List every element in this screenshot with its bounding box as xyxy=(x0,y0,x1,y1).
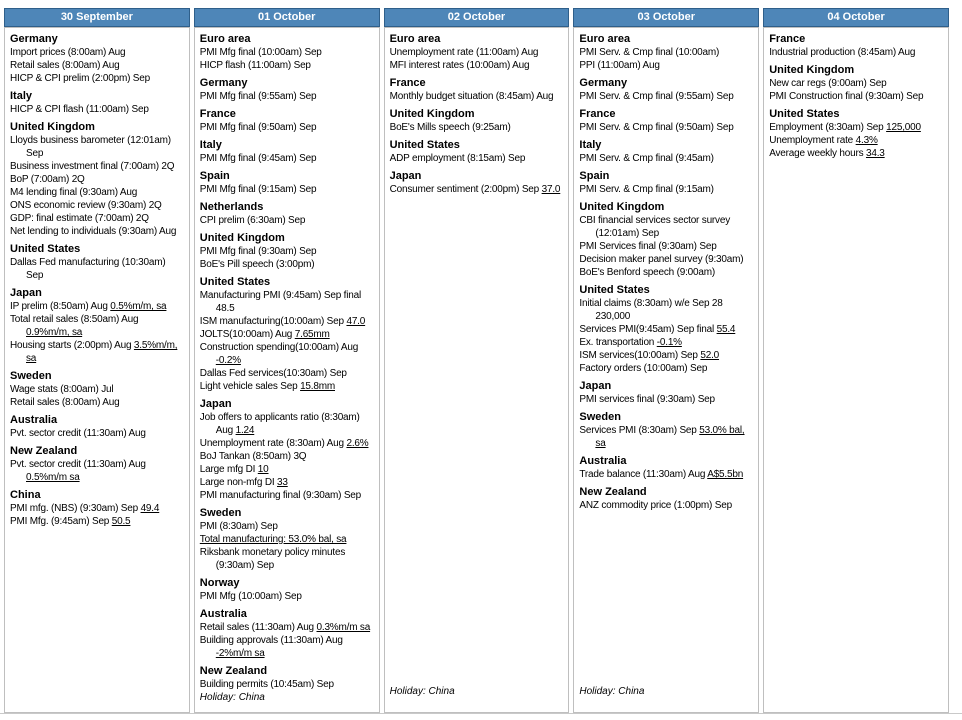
event-item: Large non-mfg DI 33 xyxy=(199,477,288,488)
country-heading: United Kingdom xyxy=(579,201,665,213)
event-item: Trade balance (11:30am) Aug A$5.5bn xyxy=(579,469,744,480)
country-heading: Spain xyxy=(579,170,610,182)
column-body xyxy=(194,27,380,713)
event-item: PMI Mfg final (9:45am) Sep xyxy=(199,153,317,164)
event-value: -0.1% xyxy=(656,337,682,348)
event-item: PMI Construction final (9:30am) Sep xyxy=(769,91,924,102)
holiday-note: Holiday: China xyxy=(579,686,645,697)
event-item: Manufacturing PMI (9:45am) Sep final 48.5 xyxy=(199,290,362,314)
event-item: Employment (8:30am) Sep 125,000 xyxy=(769,122,921,133)
calendar-column xyxy=(384,8,570,713)
country-heading: Sweden xyxy=(579,411,621,423)
event-item: Dallas Fed manufacturing (10:30am) Sep xyxy=(10,257,166,281)
country-heading: Sweden xyxy=(199,507,242,519)
country-heading: Japan xyxy=(10,287,42,299)
country-heading: Australia xyxy=(10,414,58,426)
event-value: 15.8mm xyxy=(300,381,335,392)
event-item xyxy=(200,533,374,546)
country-heading: Sweden xyxy=(10,370,52,382)
event-item: CBI financial services sector survey (12:01am) Sep xyxy=(579,215,731,239)
country-heading: Netherlands xyxy=(199,201,264,213)
column-date-header: 04 October xyxy=(763,8,949,27)
event-item: PMI manufacturing final (9:30am) Sep xyxy=(199,490,362,501)
event-item: Retail sales (8:00am) Aug xyxy=(10,397,120,408)
event-item: PMI Serv. & Cmp final (9:45am) xyxy=(579,153,714,164)
event-value: 1.24 xyxy=(235,425,255,436)
event-item: Construction spending(10:00am) Aug -0.2% xyxy=(199,342,359,366)
event-item: PMI (8:30am) Sep xyxy=(199,521,278,532)
event-value: 47.0 xyxy=(346,316,366,327)
country-heading: Euro area xyxy=(389,33,441,45)
country-heading: Japan xyxy=(579,380,612,392)
event-item: ANZ commodity price (1:00pm) Sep xyxy=(579,500,732,511)
event-item: ISM services(10:00am) Sep 52.0 xyxy=(579,350,720,361)
event-item: PMI Mfg final (10:00am) Sep xyxy=(199,47,322,58)
event-item: Unemployment rate (8:30am) Aug 2.6% xyxy=(199,438,369,449)
country-heading: France xyxy=(389,77,426,89)
country-heading: Germany xyxy=(10,33,58,45)
country-heading: Italy xyxy=(10,90,33,102)
country-heading: United States xyxy=(579,284,650,296)
event-value: 4.3% xyxy=(855,135,878,146)
event-value: A$5.5bn xyxy=(707,469,744,480)
event-value: 7.65mm xyxy=(294,329,330,340)
event-item: PMI services final (9:30am) Sep xyxy=(579,394,715,405)
event-item: MFI interest rates (10:00am) Aug xyxy=(389,60,530,71)
country-heading: Germany xyxy=(199,77,248,89)
event-item: PMI Serv. & Cmp final (9:50am) Sep xyxy=(579,122,734,133)
event-item: PMI Mfg. (9:45am) Sep 50.5 xyxy=(10,516,131,527)
event-item: M4 lending final (9:30am) Aug xyxy=(10,187,138,198)
event-value: 34.3 xyxy=(865,148,885,159)
event-value: 53.0% bal, sa xyxy=(595,425,745,449)
event-item: BoP (7:00am) 2Q xyxy=(10,174,85,185)
event-value: 55.4 xyxy=(716,324,736,335)
calendar-column xyxy=(573,8,759,713)
event-item: Pvt. sector credit (11:30am) Aug xyxy=(10,428,146,439)
event-item: Wage stats (8:00am) Jul xyxy=(10,384,114,395)
calendar-column xyxy=(194,8,380,713)
country-heading: United States xyxy=(389,139,460,151)
event-item: PPI (11:00am) Aug xyxy=(579,60,660,71)
country-heading: France xyxy=(769,33,806,45)
event-item: Unemployment rate 4.3% xyxy=(769,135,878,146)
country-heading: Italy xyxy=(199,139,222,151)
event-item: ADP employment (8:15am) Sep xyxy=(389,153,526,164)
event-item: BoJ Tankan (8:50am) 3Q xyxy=(199,451,307,462)
event-item: PMI Serv. & Cmp final (9:15am) xyxy=(579,184,714,195)
country-heading: France xyxy=(579,108,616,120)
column-date-header: 02 October xyxy=(384,8,570,27)
holiday-note: Holiday: China xyxy=(199,692,265,703)
event-item: Services PMI(9:45am) Sep final 55.4 xyxy=(579,324,736,335)
event-item: PMI Mfg final (9:55am) Sep xyxy=(199,91,317,102)
event-value: 3.5%m/m, sa xyxy=(26,340,178,364)
event-item: PMI mfg. (NBS) (9:30am) Sep 49.4 xyxy=(10,503,160,514)
event-item: Ex. transportation -0.1% xyxy=(579,337,682,348)
event-item: Decision maker panel survey (9:30am) xyxy=(579,254,744,265)
event-item: PMI Mfg (10:00am) Sep xyxy=(199,591,302,602)
event-item: BoE's Pill speech (3:00pm) xyxy=(199,259,315,270)
event-value: 50.5 xyxy=(111,516,131,527)
event-value: -2%m/m sa xyxy=(215,648,265,659)
country-heading: Italy xyxy=(579,139,602,151)
event-item: Initial claims (8:30am) w/e Sep 28 230,000 xyxy=(579,298,723,322)
country-heading: China xyxy=(10,489,41,501)
column-body xyxy=(384,27,570,713)
event-item: PMI Mfg final (9:15am) Sep xyxy=(199,184,317,195)
event-item: ONS economic review (9:30am) 2Q xyxy=(10,200,162,211)
event-value: 33 xyxy=(277,477,288,488)
event-item: BoE's Benford speech (9:00am) xyxy=(579,267,716,278)
event-item: PMI Mfg final (9:50am) Sep xyxy=(199,122,317,133)
event-item: Net lending to individuals (9:30am) Aug xyxy=(10,226,177,237)
event-item: ISM manufacturing(10:00am) Sep 47.0 xyxy=(199,316,366,327)
event-item: Unemployment rate (11:00am) Aug xyxy=(389,47,539,58)
event-item: HICP flash (11:00am) Sep xyxy=(199,60,311,71)
event-item: Pvt. sector credit (11:30am) Aug 0.5%m/m sa xyxy=(10,459,146,483)
country-heading: France xyxy=(199,108,236,120)
country-heading: New Zealand xyxy=(199,665,268,677)
event-value: Total manufacturing: 53.0% bal, sa xyxy=(199,534,347,545)
event-item: Business investment final (7:00am) 2Q xyxy=(10,161,175,172)
event-item: Building permits (10:45am) Sep xyxy=(199,679,334,690)
country-heading: New Zealand xyxy=(579,486,647,498)
event-value: 0.9%m/m, sa xyxy=(26,327,83,338)
event-item: Monthly budget situation (8:45am) Aug xyxy=(389,91,554,102)
calendar-column xyxy=(4,8,190,713)
event-item: Job offers to applicants ratio (8:30am) Aug 1.24 xyxy=(199,412,360,436)
country-heading: United Kingdom xyxy=(769,64,855,76)
column-body xyxy=(763,27,949,713)
event-value: 0.5%m/m sa xyxy=(26,472,80,483)
event-item: JOLTS(10:00am) Aug 7.65mm xyxy=(199,329,330,340)
event-value: 52.0 xyxy=(700,350,720,361)
column-date-header: 03 October xyxy=(573,8,759,27)
country-heading: Spain xyxy=(199,170,230,182)
event-item: Large mfg DI 10 xyxy=(199,464,269,475)
column-date-header: 30 September xyxy=(4,8,190,27)
country-heading: United States xyxy=(769,108,840,120)
country-heading: United States xyxy=(199,276,271,288)
country-heading: Australia xyxy=(579,455,627,467)
event-item: Average weekly hours 34.3 xyxy=(769,148,885,159)
event-item: Housing starts (2:00pm) Aug 3.5%m/m, sa xyxy=(10,340,178,364)
event-item: Retail sales (11:30am) Aug 0.3%m/m sa xyxy=(199,622,371,633)
event-item: Light vehicle sales Sep 15.8mm xyxy=(199,381,335,392)
country-heading: United States xyxy=(10,243,81,255)
event-item: New car regs (9:00am) Sep xyxy=(769,78,887,89)
country-heading: United Kingdom xyxy=(389,108,475,120)
event-value: 0.5%m/m, sa xyxy=(110,301,167,312)
country-heading: United Kingdom xyxy=(199,232,285,244)
event-item: IP prelim (8:50am) Aug 0.5%m/m, sa xyxy=(10,301,167,312)
country-heading: Norway xyxy=(199,577,240,589)
calendar-column xyxy=(763,8,949,713)
country-heading: Germany xyxy=(579,77,628,89)
event-item: PMI Mfg final (9:30am) Sep xyxy=(199,246,317,257)
event-value: 37.0 xyxy=(541,184,561,195)
event-item: Industrial production (8:45am) Aug xyxy=(769,47,916,58)
event-item: BoE's Mills speech (9:25am) xyxy=(389,122,511,133)
event-item: HICP & CPI flash (11:00am) Sep xyxy=(10,104,149,115)
event-item: Total retail sales (8:50am) Aug 0.9%m/m, sa xyxy=(10,314,139,338)
country-heading: Japan xyxy=(389,170,422,182)
event-item: Factory orders (10:00am) Sep xyxy=(579,363,708,374)
event-item: Consumer sentiment (2:00pm) Sep 37.0 xyxy=(389,184,561,195)
event-item: PMI Services final (9:30am) Sep xyxy=(579,241,717,252)
holiday-note: Holiday: China xyxy=(389,686,455,697)
event-value: 10 xyxy=(257,464,269,475)
column-body xyxy=(573,27,759,713)
event-item: CPI prelim (6:30am) Sep xyxy=(199,215,306,226)
event-value: 125,000 xyxy=(886,122,921,133)
event-item: Retail sales (8:00am) Aug xyxy=(10,60,120,71)
event-item: Riksbank monetary policy minutes (9:30am) Sep xyxy=(199,547,346,571)
event-value: 2.6% xyxy=(346,438,369,449)
country-heading: New Zealand xyxy=(10,445,78,457)
country-heading: United Kingdom xyxy=(10,121,95,133)
event-item: Import prices (8:00am) Aug xyxy=(10,47,126,58)
event-item: PMI Serv. & Cmp final (9:55am) Sep xyxy=(579,91,734,102)
column-date-header: 01 October xyxy=(194,8,380,27)
column-body xyxy=(4,27,190,713)
country-heading: Australia xyxy=(199,608,247,620)
event-item: HICP & CPI prelim (2:00pm) Sep xyxy=(10,73,150,84)
event-item: GDP: final estimate (7:00am) 2Q xyxy=(10,213,149,224)
event-item: PMI Serv. & Cmp final (10:00am) xyxy=(579,47,720,58)
event-value: 49.4 xyxy=(140,503,160,514)
event-item: Dallas Fed services(10:30am) Sep xyxy=(199,368,347,379)
event-item: Building approvals (11:30am) Aug -2%m/m sa xyxy=(199,635,343,659)
event-item: Lloyds business barometer (12:01am) Sep xyxy=(10,135,171,159)
country-heading: Euro area xyxy=(579,33,631,45)
event-item: Services PMI (8:30am) Sep 53.0% bal, sa xyxy=(579,425,745,449)
country-heading: Japan xyxy=(199,398,232,410)
event-value: 0.3%m/m sa xyxy=(316,622,371,633)
event-value: -0.2% xyxy=(215,355,241,366)
country-heading: Euro area xyxy=(199,33,251,45)
